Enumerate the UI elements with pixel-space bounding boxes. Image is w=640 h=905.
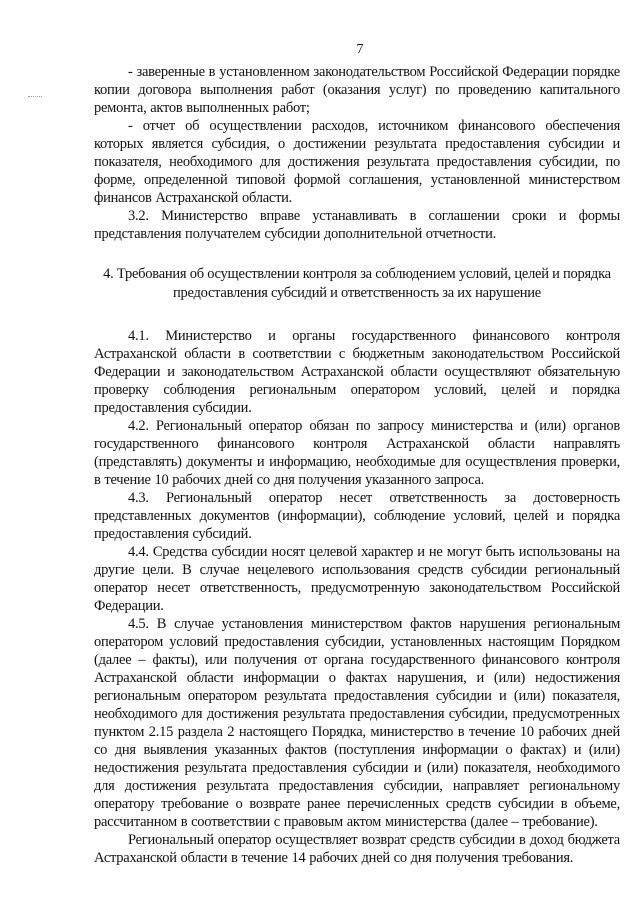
paragraph-certified-copies: - заверенные в установленном законодательством Российской Федерации порядке копии договора выполнения работ (оказания услуг) по проведению капитального ремонта, актов выполненных работ; [94,64,620,116]
section-4-heading: 4. Требования об осуществлении контроля за соблюдением условий, целей и порядка предоставления субсидий и ответственность за их нарушение [103,266,611,301]
paragraph-4-1: 4.1. Министерство и органы государственного финансового контроля Астраханской области в соответствии с бюджетным законодательством Российской Федерации и законодательством Астраханской области осуществляют обязательную проверку соблюдения региональным оператором условий, целей и порядка предоставления субсидии. [94,328,620,416]
page-number: 7 [356,42,364,57]
paragraph-4-2: 4.2. Региональный оператор обязан по запросу министерства и (или) органов государственного финансового контроля Астраханской области направлять (представлять) документы и информацию, необходимые для осуществления проверки, в течение 10 рабочих дней со дня получения указанного запроса. [94,418,620,488]
scan-speck [28,96,42,99]
paragraph-4-4: 4.4. Средства субсидии носят целевой характер и не могут быть использованы на другие цели. В случае нецелевого использования средств субсидии региональный оператор несет ответственность, предусмотренную законодательством Российской Федерации. [94,544,620,614]
paragraph-3-2: 3.2. Министерство вправе устанавливать в соглашении сроки и формы представления получателем субсидии дополнительной отчетности. [94,208,620,242]
paragraph-expense-report: - отчет об осуществлении расходов, источником финансового обеспечения которых является субсидия, о достижении результата предоставления субсидии и показателя, необходимого для достижения результата предоставления субсидии, по форме, определенной типовой формой соглашения, установленной министерством финансов Астраханской области. [94,118,620,206]
paragraph-refund: Региональный оператор осуществляет возврат средств субсидии в доход бюджета Астраханской области в течение 14 рабочих дней со дня получения требования. [94,832,620,866]
paragraph-4-3: 4.3. Региональный оператор несет ответственность за достоверность представленных документов (информации), соблюдение условий, целей и порядка предоставления субсидий. [94,490,620,542]
paragraph-4-5: 4.5. В случае установления министерством фактов нарушения региональным оператором условий предоставления субсидии, установленных настоящим Порядком (далее – факты), или получения от органа государственного финансового контроля Астраханской области информации о фактах нарушения, и (или) недостижения региональным оператором результата предоставления субсидии и (или) показателя, необходимого для достижения результата предоставления субсидии, предусмотренных пунктом 2.15 раздела 2 настоящего Порядка, министерство в течение 10 рабочих дней со дня выявления указанных фактов (поступления информации о фактах) и (или) недостижения результата предоставления субсидии и (или) показателя, необходимого для достижения результата предоставления субсидии, направляет региональному оператору требование о возврате ранее перечисленных средств субсидии в объеме, рассчитанном в соответствии с правовым актом министерства (далее – требование). [94,616,620,830]
document-body [94,63,620,867]
